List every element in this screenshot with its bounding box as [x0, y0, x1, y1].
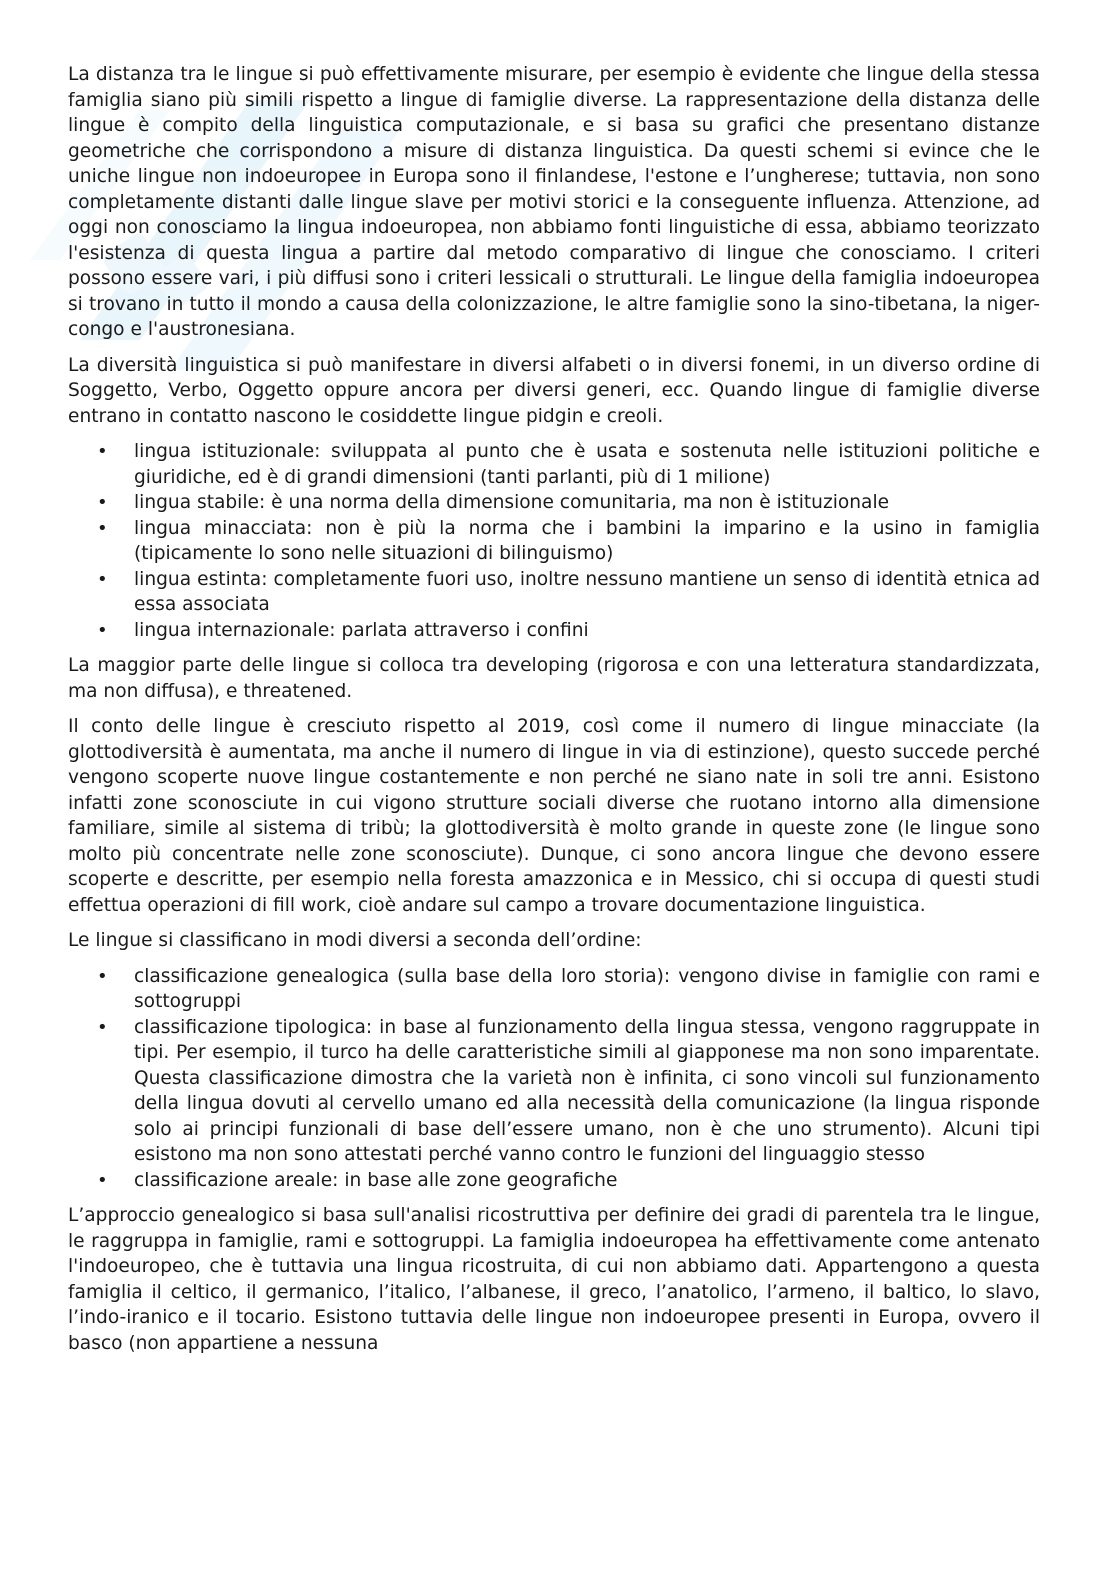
paragraph-language-count: Il conto delle lingue è cresciuto rispetto al 2019, così come il numero di lingue minacciate (la glottodiversità è aumentata, ma anche il numero di lingue in via di estinzione), questo succede perché vengono scoperte nuove lingue costantemente e non perché ne siano nate in soli tre anni. Esistono infatti zone sconosciute in cui vigono strutture sociali diverse che ruotano intorno alla dimensione familiare, simile al sistema di tribù; la glottodiversità è molto grande in queste zone (le lingue sono molto più concentrate nelle zone sconosciute). Dunque, ci sono ancora lingue che devono essere scoperte e descritte, per esempio nella foresta amazzonica e in Messico, chi si occupa di questi studi effettua operazioni di fill work, cioè andare sul campo a trovare documentazione linguistica. [68, 716, 1040, 916]
paragraph-linguistic-diversity: La diversità linguistica si può manifestare in diversi alfabeti o in diversi fonemi, in un diverso ordine di Soggetto, Verbo, Oggetto oppure ancora per diversi generi, ecc. Quando lingue di famiglie diverse entrano in contatto nascono le cosiddette lingue pidgin e creoli. [68, 354, 1040, 427]
list-classification [68, 964, 1040, 1194]
bullet-icon: • [97, 441, 108, 462]
document-body [68, 62, 1040, 1366]
bullet-icon: • [97, 1169, 108, 1191]
list-item: • classificazione genealogica (sulla base della loro storia): vengono divise in famiglie con rami e sottogruppi [97, 965, 1040, 1012]
paragraph-developing-threatened: La maggior parte delle lingue si colloca tra developing (rigorosa e con una letteratura standardizzata, ma non diffusa), e threatened. [68, 655, 1040, 702]
list-item: • lingua estinta: completamente fuori uso, inoltre nessuno mantiene un senso di identità etnica ad essa associata [97, 568, 1040, 615]
paragraph-genealogical-approach: L’approccio genealogico si basa sull'analisi ricostruttiva per definire dei gradi di parentela tra le lingue, le raggruppa in famiglie, rami e sottogruppi. La famiglia indoeuropea ha effettivamente come antenato l'indoeuropeo, che è tuttavia una lingua ricostruita, di cui non abbiamo dati. Appartengono a questa famiglia il celtico, il germanico, l’italico, l’albanese, il greco, l’anatolico, l’armeno, il baltico, lo slavo, l’indo-iranico e il tocario. Esistono tuttavia delle lingue non indoeuropee presenti in Europa, ovvero il basco (non appartiene a nessuna [68, 1205, 1040, 1354]
list-item: • lingua stabile: è una norma della dimensione comunitaria, ma non è istituzionale [68, 490, 1040, 516]
list-item: • lingua minacciata: non è più la norma che i bambini la imparino e la usino in famiglia (tipicamente lo sono nelle situazioni di bilinguismo) [97, 517, 1040, 564]
list-item: • lingua internazionale: parlata attraverso i confini [68, 618, 1040, 644]
paragraph-classification-intro: Le lingue si classificano in modi diversi a seconda dell’ordine: [68, 930, 642, 951]
bullet-icon: • [97, 517, 108, 539]
bullet-icon: • [97, 619, 108, 641]
list-language-status [68, 439, 1040, 643]
bullet-icon: • [97, 492, 108, 513]
paragraph-language-distance: La distanza tra le lingue si può effettivamente misurare, per esempio è evidente che lingue della stessa famiglia siano più simili rispetto a lingue di famiglie diverse. La rappresentazione della distanza delle lingue è compito della linguistica computazionale, e si basa su grafici che presentano distanze geometriche che corrispondono a misure di distanza linguistica. Da questi schemi si evince che le uniche lingue non indoeuropee in Europa sono il finlandese, l'estone e l’ungherese; tuttavia, non sono completamente distanti dalle lingue slave per motivi storici e la conseguente influenza. Attenzione, ad oggi non conosciamo la lingua indoeuropea, non abbiamo fonti linguistiche di essa, abbiamo teorizzato l'esistenza di questa lingua a partire dal metodo comparativo di lingue che conosciamo. I criteri possono essere vari, i più diffusi sono i criteri lessicali o strutturali. Le lingue della famiglia indoeuropea si trovano in tutto il mondo a causa della colonizzazione, le altre famiglie sono la sino-tibetana, la niger-congo e l'austronesiana. [68, 64, 1040, 340]
bullet-icon: • [97, 965, 108, 987]
bullet-icon: • [97, 1016, 108, 1038]
bullet-icon: • [97, 568, 108, 590]
list-item: • lingua istituzionale: sviluppata al punto che è usata e sostenuta nelle istituzioni politiche e giuridiche, ed è di grandi dimensioni (tanti parlanti, più di 1 milione) [97, 441, 1040, 488]
list-item: • classificazione tipologica: in base al funzionamento della lingua stessa, vengono raggruppate in tipi. Per esempio, il turco ha delle caratteristiche simili al giapponese ma non sono imparentate. Questa classificazione dimostra che la varietà non è infinita, ci sono vincoli sul funzionamento della lingua dovuti al cervello umano ed alla necessità della comunicazione (la lingua risponde solo ai principi funzionali di base dell’essere umano, non è che uno strumento). Alcuni tipi esistono ma non sono attestati perché vanno contro le funzioni del linguaggio stesso [97, 1016, 1040, 1165]
list-item: • classificazione areale: in base alle zone geografiche [68, 1168, 1040, 1194]
